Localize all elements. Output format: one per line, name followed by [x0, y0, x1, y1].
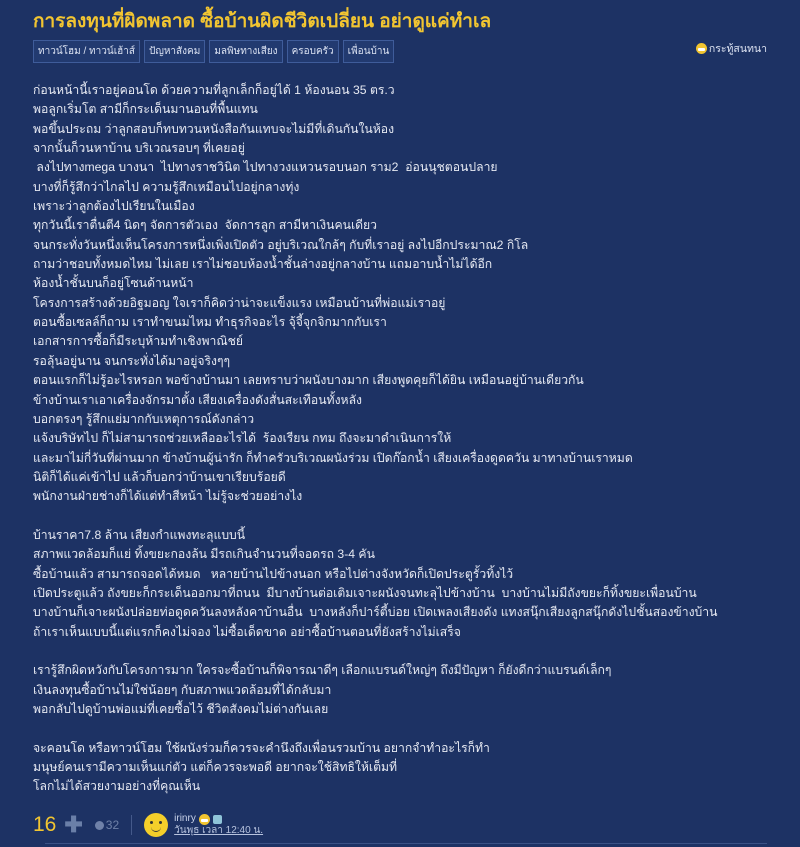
body-line: จากนั้นก็วนหาบ้าน บริเวณรอบๆ ที่เคยอยู่	[33, 141, 245, 156]
body-line: บางบ้านก็เจาะผนังปล่อยท่อดูดควันลงหลังคาบ้านอื่น บางหลังก็ปาร์ตี้บ่อย เปิดเพลงเสียงดัง แทงสนุ๊กเสียงลูกสนุ๊กดังไปชั้นสองข้างบ้าน	[33, 605, 718, 620]
vote-plus-icon[interactable]: ✚	[64, 812, 83, 837]
emotion-count: 32	[105, 818, 120, 832]
blank-line	[33, 642, 717, 661]
post-title: การลงทุนที่ผิดพลาด ซื้อบ้านผิดชีวิตเปลี่ยน อย่าดูแค่ทำเล	[33, 11, 492, 32]
member-emoticon-icon	[199, 814, 210, 825]
post-body	[33, 81, 717, 797]
post-date[interactable]: วันพุธ เวลา 12:40 น.	[174, 825, 264, 836]
avatar[interactable]	[144, 813, 168, 837]
tag-neighbor[interactable]: เพื่อนบ้าน	[343, 40, 395, 63]
body-line: พนักงานฝ่ายช่างก็ได้แต่ทำสีหน้า ไม่รู้จะช่วยอย่างไง	[33, 489, 303, 504]
body-line: มนุษย์คนเรามีความเห็นแก่ตัว แต่ก็ควรจะพอดี อยากจะใช้สิทธิให้เต็มที่	[33, 760, 398, 775]
body-line: บางที่ก็รู้สึกว่าไกลไป ความรู้สึกเหมือนไปอยู่กลางทุ่ง	[33, 179, 300, 194]
author-name-row[interactable]	[174, 813, 263, 825]
body-line: แจ้งบริษัทไป ก็ไม่สามารถช่วยเหลืออะไรได้ ร้องเรียน กทม ถึงจะมาดำเนินการให้	[33, 431, 452, 446]
tag-noise-pollution[interactable]: มลพิษทางเสียง	[209, 40, 282, 63]
body-line: จะคอนโด หรือทาวน์โฮม ใช้ผนังร่วมก็ควรจะคำนึงถึงเพื่อนรวมบ้าน อยากจำทำอะไรก็ทำ	[33, 740, 490, 755]
divider	[131, 815, 132, 835]
body-line: เปิดประตูแล้ว ถังขยะก็กระเด็นออกมาที่ถนน มีบางบ้านต่อเติมเจาะผนังจนทะลุไปข้างบ้าน บางบ้านไม่มีถังขยะก็ทิ้งขยะเพื่อนบ้าน	[33, 585, 697, 600]
body-line: โครงการสร้างด้วยอิฐมอญ ใจเราก็คิดว่าน่าจะแข็งแรง เหมือนบ้านที่พ่อแม่เราอยู่	[33, 295, 446, 310]
body-line: และมาไม่กี่วันที่ผ่านมาก ข้างบ้านผู้น่ารัก ก็ทำครัวบริเวณผนังร่วม เปิดก๊อกน้ำ เสียงเครื่องดูดควัน มาทางบ้านเราหมด	[33, 450, 633, 465]
body-line: โลกไม่ได้สวยงามอย่างที่คุณเห็น	[33, 779, 201, 794]
post-footer	[33, 812, 263, 838]
body-line: ห้องน้ำชั้นบนก็อยู่โซนด้านหน้า	[33, 276, 194, 291]
body-line: บ้านราคา7.8 ล้าน เสียงกำแพงทะลุแบบนี้	[33, 527, 246, 542]
body-line: ลงไปทางmega บางนา ไปทางราชวินิต ไปทางวงแหวนรอบนอก ราม2 อ่อนนุชตอนปลาย	[33, 160, 498, 175]
body-line: ถามว่าชอบทั้งหมดไหม ไม่เลย เราไม่ชอบห้องน้ำชั้นล่างอยู่กลางบ้าน แถมอาบน้ำไม่ได้อีก	[33, 257, 493, 272]
tag-social-problem[interactable]: ปัญหาสังคม	[144, 40, 205, 63]
body-line: ซื้อบ้านแล้ว สามารถจอดได้หมด หลายบ้านไปข้างนอก หรือไปต่างจังหวัดก็เปิดประตูรั้วทิ้งไว้	[33, 566, 514, 581]
body-line: ก่อนหน้านี้เราอยู่คอนโด ด้วยความที่ลูกเล็กก็อยู่ได้ 1 ห้องนอน 35 ตร.ว	[33, 83, 395, 97]
body-line: พอขึ้นประถม ว่าลูกสอบก็ทบทวนหนังสือกันแทบจะไม่มีที่เดินกันในห้อง	[33, 121, 395, 136]
blank-line	[33, 719, 717, 738]
tag-townhome[interactable]: ทาวน์โฮม / ทาวน์เฮ้าส์	[33, 40, 140, 63]
body-line: บอกตรงๆ รู้สึกแย่มากกับเหตุการณ์ดังกล่าว	[33, 411, 255, 426]
body-line: พอลูกเริ่มโต สามีก็กระเด็นมานอนที่พื้นแทน	[33, 102, 258, 117]
post-type[interactable]	[696, 40, 767, 57]
body-line: ตอนซื้อเซลล์ก็ถาม เราทำขนมไหม ทำธุรกิจอะไร จุ้จี้จุกจิกมากกับเรา	[33, 315, 387, 330]
body-line: ข้างบ้านเราเอาเครื่องจักรมาตั้ง เสียงเครื่องดังสั่นสะเทือนทั้งหลัง	[33, 392, 362, 407]
footer-divider	[45, 843, 767, 844]
tag-family[interactable]: ครอบครัว	[287, 40, 339, 63]
body-line: ทุกวันนี้เราตื่นตี4 นิดๆ จัดการตัวเอง จัดการลูก สามีหาเงินคนเดียว	[33, 218, 378, 233]
body-line: ถ้าเราเห็นแบบนี้แต่แรกก็คงไม่จอง ไม่ซื้อเด็ดขาด อย่าซื้อบ้านตอนที่ยังสร้างไม่เสร็จ	[33, 624, 461, 639]
body-line: เงินลงทุนซื้อบ้านไม่ใช่น้อยๆ กับสภาพแวดล้อมที่ได้กลับมา	[33, 682, 332, 697]
body-line: จนกระทั่งวันหนึ่งเห็นโครงการหนึ่งเพิ่งเปิดตัว อยู่บริเวณใกล้ๆ กับที่เราอยู่ ลงไปอีกประมาณ2 กิโล	[33, 237, 529, 252]
emotion-counter[interactable]	[95, 818, 119, 832]
body-line: ตอนแรกก็ไม่รู้อะไรหรอก พอข้างบ้านมา เลยทราบว่าผนังบางมาก เสียงพูดคุยก็ได้ยิน เหมือนอยู่บ้านเดียวกัน	[33, 373, 584, 388]
blank-line	[33, 507, 717, 526]
chat-emoticon-icon	[696, 43, 707, 54]
body-line: เอกสารการซื้อก็มีระบุห้ามทำเชิงพาณิชย์	[33, 334, 244, 349]
body-line: เรารู้สึกผิดหวังกับโครงการมาก ใครจะซื้อบ้านก็พิจารณาดีๆ เลือกแบรนด์ใหญ่ๆ ถึงมีปัญหา ก็ยังดีกว่าแบรนด์เล็กๆ	[33, 663, 612, 678]
body-line: รอลุ้นอยู่นาน จนกระทั่งได้มาอยู่จริงๆๆ	[33, 353, 231, 368]
body-line: นิติก็ได้แค่เข้าไป แล้วก็บอกว่าบ้านเขาเรียบร้อยดี	[33, 469, 286, 484]
author-name[interactable]: irinry	[174, 813, 196, 824]
body-line: พอกลับไปดูบ้านพ่อแม่ที่เคยซื้อไว้ ชีวิตสังคมไม่ต่างกันเลย	[33, 702, 329, 716]
emotion-icon	[95, 821, 104, 830]
author-info	[174, 813, 263, 837]
post-type-label: กระทู้สนทนา	[708, 43, 767, 55]
tag-list	[33, 40, 394, 63]
vote-score: 16	[33, 813, 57, 836]
body-line: สภาพแวดล้อมก็แย่ ทิ้งขยะกองล้น มีรถเกินจำนวนที่จอดรถ 3-4 คัน	[33, 547, 375, 562]
body-line: เพราะว่าลูกต้องไปเรียนในเมือง	[33, 199, 195, 214]
member-badge-icon	[213, 815, 222, 824]
